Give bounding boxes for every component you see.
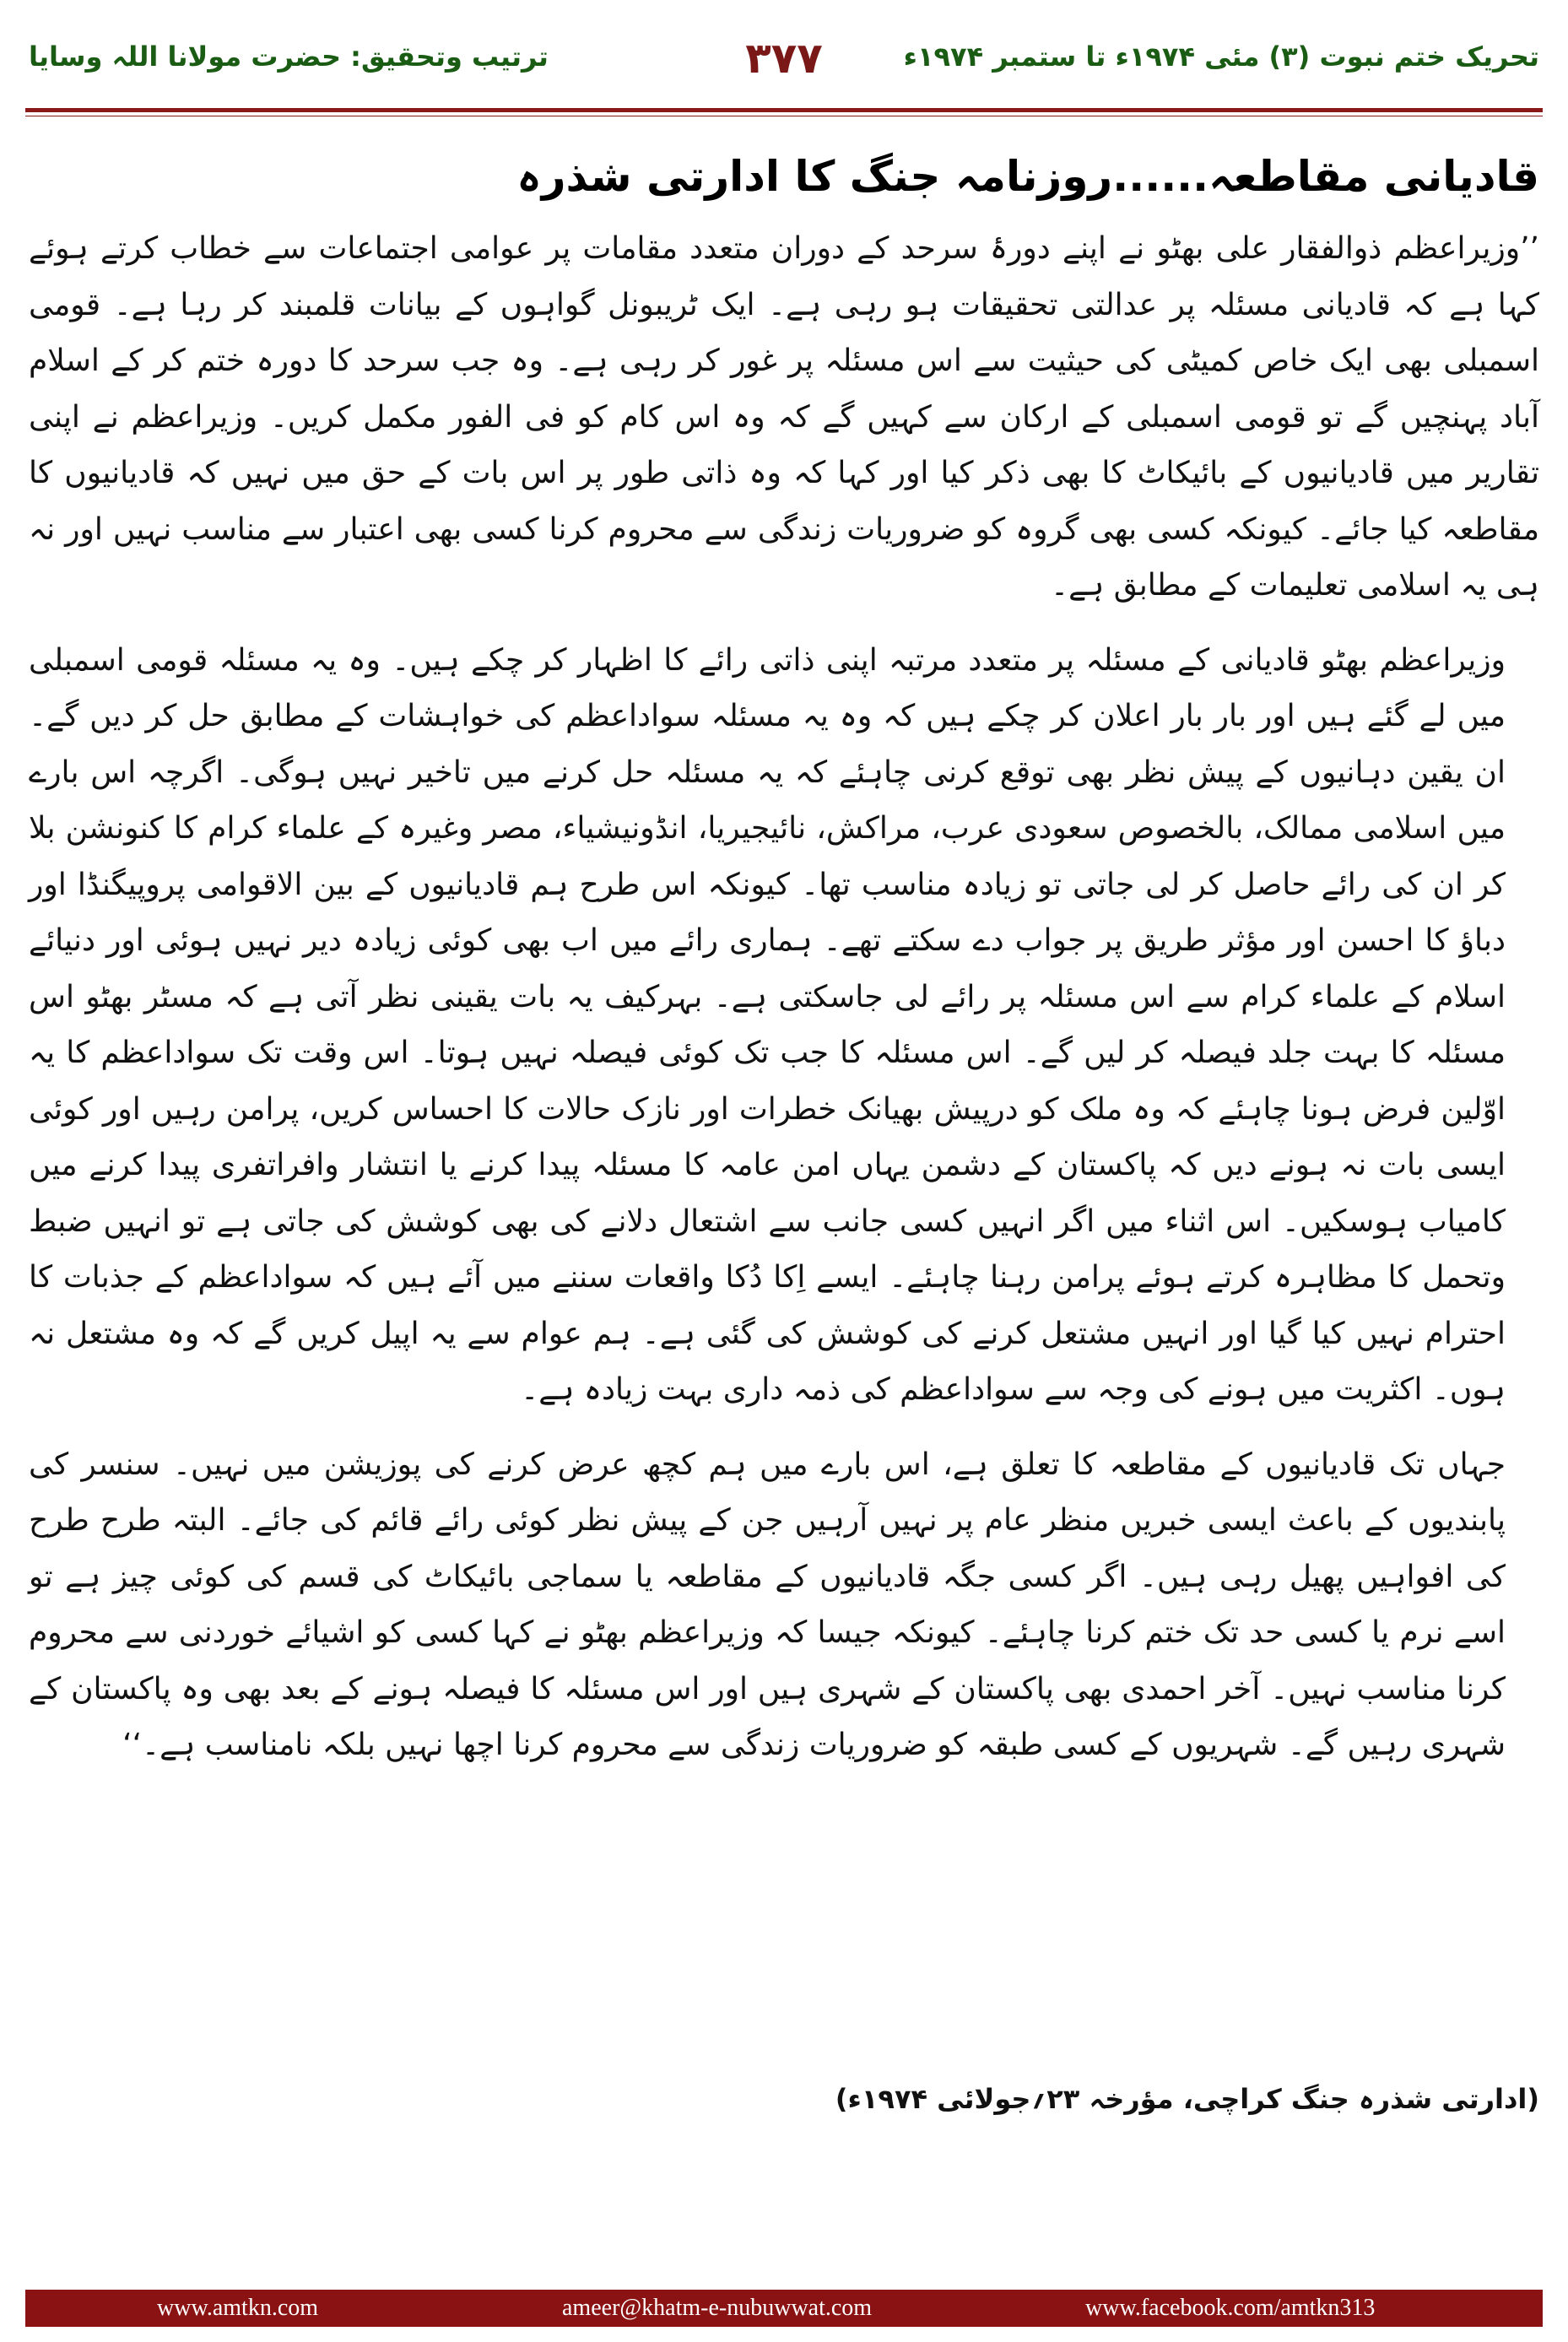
paragraph-3: جہاں تک قادیانیوں کے مقاطعہ کا تعلق ہے، اس بارے میں ہم کچھ عرض کرنے کی پوزیشن میں نہیں۔ سنسر کی پابندیوں کے باعث ایسی خبریں منظر عام پر نہیں آرہیں جن کے پیش نظر کوئی رائے قائم کی جائے۔ البتہ طرح طرح کی افواہیں پھیل رہی ہیں۔ اگر کسی جگہ قادیانیوں کے مقاطعہ یا سماجی بائیکاٹ کی قسم کی کوئی چیز ہے تو اسے نرم یا کسی حد تک ختم کرنا چاہئے۔ کیونکہ جیسا کہ وزیراعظم بھٹو نے کہا کسی کو اشیائے خوردنی سے محروم کرنا مناسب نہیں۔ آخر احمدی بھی پاکستان کے شہری ہیں اور اس مسئلہ کا فیصلہ ہونے کے بعد بھی وہ پاکستان کے شہری رہیں گے۔ شہریوں کے کسی طبقہ کو ضروریات زندگی سے محروم کرنا اچھا نہیں بلکہ نامناسب ہے۔‘‘ <box>29 1447 1506 1762</box>
header-book-title: تحریک ختم نبوت (۳) مئی ۱۹۷۴ء تا ستمبر ۱۹۷۴ء <box>903 41 1539 73</box>
paragraph-2: وزیراعظم بھٹو قادیانی کے مسئلہ پر متعدد مرتبہ اپنی ذاتی رائے کا اظہار کر چکے ہیں۔ وہ یہ مسئلہ قومی اسمبلی میں لے گئے ہیں اور بار بار اعلان کر چکے ہیں کہ وہ یہ مسئلہ سواداعظم کی خواہشات کے مطابق حل کر دیں گے۔ ان یقین دہانیوں کے پیش نظر بھی توقع کرنی چاہئے کہ یہ مسئلہ حل کرنے میں تاخیر نہیں ہوگی۔ اگرچہ اس بارے میں اسلامی ممالک، بالخصوص سعودی عرب، مراکش، نائیجیریا، انڈونیشیاء، مصر وغیرہ کے علماء کرام کا کنونشن بلا کر ان کی رائے حاصل کر لی جاتی تو زیادہ مناسب تھا۔ کیونکہ اس طرح ہم قادیانیوں کے بین الاقوامی پروپیگنڈا اور دباؤ کا احسن اور مؤثر طریق پر جواب دے سکتے تھے۔ ہماری رائے میں اب بھی کوئی زیادہ دیر نہیں ہوئی اور دنیائے اسلام کے علماء کرام سے اس مسئلہ پر رائے لی جاسکتی ہے۔ بہرکیف یہ بات یقینی نظر آتی ہے کہ مسٹر بھٹو اس مسئلہ کا بہت جلد فیصلہ کر لیں گے۔ اس مسئلہ کا جب تک کوئی فیصلہ نہیں ہوتا۔ اس وقت تک سواداعظم کا یہ اوّلین فرض ہونا چاہئے کہ وہ ملک کو درپیش بھیانک خطرات اور نازک حالات کا احساس کریں، پرامن رہیں اور کوئی ایسی بات نہ ہونے دیں کہ پاکستان کے دشمن یہاں امن عامہ کا مسئلہ پیدا کرنے یا انتشار وافراتفری پیدا کرنے میں کامیاب ہوسکیں۔ اس اثناء میں اگر انہیں کسی جانب سے اشتعال دلانے کی بھی کوشش کی جاتی ہے تو انہیں ضبط وتحمل کا مظاہرہ کرتے ہوئے پرامن رہنا چاہئے۔ ایسے اِکا دُکا واقعات سننے میں آئے ہیں کہ سواداعظم کے جذبات کا احترام نہیں کیا گیا اور انہیں مشتعل کرنے کی کوشش کی گئی ہے۔ ہم عوام سے یہ اپیل کریں گے کہ وہ مشتعل نہ ہوں۔ اکثریت میں ہونے کی وجہ سے سواداعظم کی ذمہ داری بہت زیادہ ہے۔ <box>29 642 1506 1407</box>
header-compiler: ترتیب وتحقیق: حضرت مولانا اللہ وسایا <box>29 41 549 73</box>
page-number: ۳۷۷ <box>745 34 823 83</box>
footer-website-link[interactable]: www.amtkn.com <box>157 2295 319 2321</box>
page-header <box>0 34 1568 101</box>
paragraph-1: ’’وزیراعظم ذوالفقار علی بھٹو نے اپنے دورۂ سرحد کے دوران متعدد مقامات پر عوامی اجتماعات سے خطاب کرتے ہوئے کہا ہے کہ قادیانی مسئلہ پر عدالتی تحقیقات ہو رہی ہے۔ ایک ٹریبونل گواہوں کے بیانات قلمبند کر رہا ہے۔ قومی اسمبلی بھی ایک خاص کمیٹی کی حیثیت سے اس مسئلہ پر غور کر رہی ہے۔ وہ جب سرحد کا دورہ ختم کر کے اسلام آباد پہنچیں گے تو قومی اسمبلی کے ارکان سے کہیں گے کہ وہ اس کام کو فی الفور مکمل کریں۔ وزیراعظم نے اپنی تقاریر میں قادیانیوں کے بائیکاٹ کا بھی ذکر کیا اور کہا کہ وہ ذاتی طور پر اس بات کے حق میں نہیں کہ قادیانیوں کا مقاطعہ کیا جائے۔ کیونکہ کسی بھی گروہ کو ضروریات زندگی سے محروم کرنا کسی بھی اعتبار سے مناسب نہیں اور نہ ہی یہ اسلامی تعلیمات کے مطابق ہے۔ <box>29 231 1539 603</box>
header-divider <box>25 108 1543 112</box>
article-source: (ادارتی شذرہ جنگ کراچی، مؤرخہ ۲۳؍جولائی ۱۹۷۴ء) <box>835 2083 1539 2115</box>
article-body <box>29 221 1539 1774</box>
footer-email-link[interactable]: ameer@khatm-e-nubuwwat.com <box>562 2295 873 2321</box>
page-footer <box>25 2290 1543 2327</box>
footer-facebook-link[interactable]: www.facebook.com/amtkn313 <box>1085 2295 1376 2321</box>
article-title: قادیانی مقاطعہ......روزنامہ جنگ کا ادارتی شذرہ <box>516 152 1539 201</box>
